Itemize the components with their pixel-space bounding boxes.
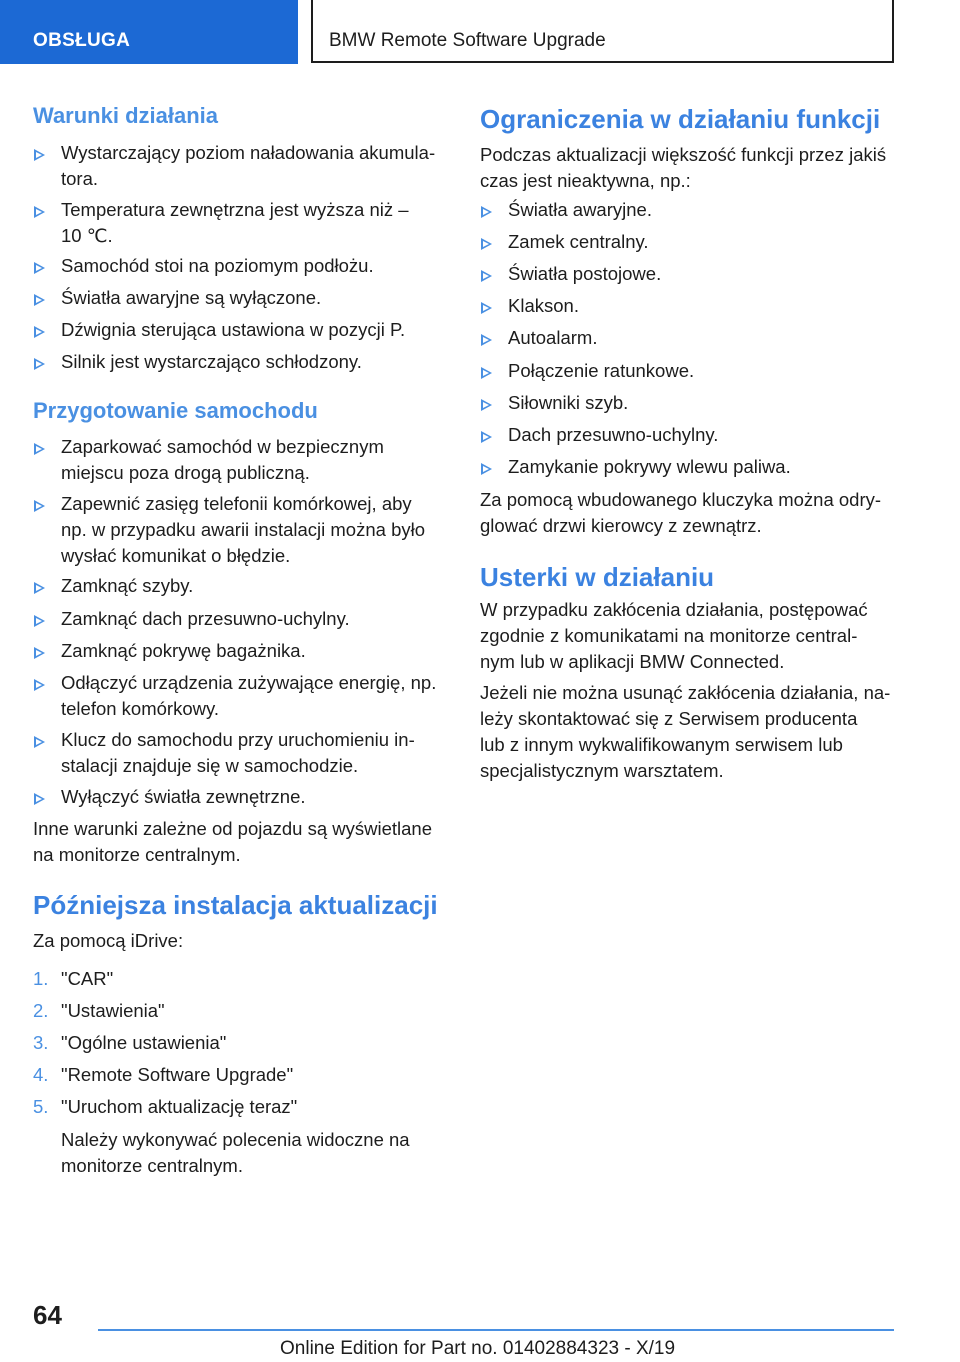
list-item: Zaparkować samochód w bezpiecznym miejscu poza drogą publiczną.	[33, 434, 441, 486]
step-item: 4. "Remote Software Upgrade"	[33, 1062, 433, 1088]
list-item: Silnik jest wystarczająco schłodzony.	[33, 349, 441, 375]
limits-heading: Ograniczenia w działaniu funkcji	[480, 104, 881, 134]
conditions-heading: Warunki działania	[33, 103, 219, 128]
triangle-bullet-icon	[34, 793, 45, 805]
triangle-bullet-icon	[34, 443, 45, 455]
triangle-bullet-icon	[481, 334, 492, 346]
list-item: Dźwignia sterująca ustawiona w pozycji P.	[33, 317, 441, 343]
triangle-bullet-icon	[481, 431, 492, 443]
triangle-bullet-icon	[481, 238, 492, 250]
step-number: 4.	[33, 1064, 49, 1085]
list-item: Zapewnić zasięg telefonii komórkowej, aby np. w przypadku awarii instalacji można było wysłać komunikat o błędzie.	[33, 491, 441, 569]
list-item: Wyłączyć światła zewnętrzne.	[33, 784, 441, 810]
page-header-title: BMW Remote Software Upgrade	[329, 30, 606, 51]
footer-rule	[98, 1329, 894, 1331]
faults-paragraph-1: W przypadku zakłócenia działania, postępować zgodnie z komunikatami na monitorze central- nym lub w aplikacji BMW Connected.	[480, 599, 868, 672]
list-item: Światła awaryjne są wyłączone.	[33, 285, 441, 311]
section-label: OBSŁUGA	[33, 30, 131, 51]
triangle-bullet-icon	[481, 206, 492, 218]
triangle-bullet-icon	[34, 615, 45, 627]
step-item: 3. "Ogólne ustawienia"	[33, 1030, 433, 1056]
step-number: 2.	[33, 1000, 49, 1021]
triangle-bullet-icon	[34, 736, 45, 748]
list-item: Połączenie ratunkowe.	[480, 358, 890, 384]
footer-edition: Online Edition for Part no. 01402884323 - X/19	[280, 1338, 676, 1359]
step-item: 5. "Uruchom aktualizację teraz"	[33, 1094, 433, 1120]
triangle-bullet-icon	[34, 326, 45, 338]
triangle-bullet-icon	[481, 270, 492, 282]
triangle-bullet-icon	[34, 500, 45, 512]
section-tab	[0, 0, 298, 64]
triangle-bullet-icon	[34, 294, 45, 306]
step-number: 3.	[33, 1032, 49, 1053]
later-install-intro: Za pomocą iDrive:	[33, 930, 184, 951]
list-item: Siłowniki szyb.	[480, 390, 890, 416]
faults-heading: Usterki w działaniu	[480, 562, 715, 592]
triangle-bullet-icon	[34, 358, 45, 370]
step-item: 2. "Ustawienia"	[33, 998, 433, 1024]
later-install-outro: Należy wykonywać polecenia widoczne na monitorze centralnym.	[61, 1129, 410, 1176]
list-item: Samochód stoi na poziomym podłożu.	[33, 253, 441, 279]
list-item: Światła postojowe.	[480, 261, 890, 287]
step-item: 1. "CAR"	[33, 966, 433, 992]
list-item: Wystarczający poziom naładowania akumula- tora.	[33, 140, 441, 192]
triangle-bullet-icon	[481, 302, 492, 314]
step-number: 1.	[33, 968, 49, 989]
list-item: Zamknąć pokrywę bagażnika.	[33, 638, 441, 664]
list-item: Odłączyć urządzenia zużywające energię, np. telefon komórkowy.	[33, 670, 441, 722]
preparation-note: Inne warunki zależne od pojazdu są wyświetlane na monitorze centralnym.	[33, 818, 433, 865]
later-install-heading: Późniejsza instalacja aktualizacji	[33, 890, 438, 920]
triangle-bullet-icon	[34, 679, 45, 691]
list-item: Zamykanie pokrywy wlewu paliwa.	[480, 454, 890, 480]
triangle-bullet-icon	[34, 149, 45, 161]
page-number: 64	[33, 1300, 62, 1330]
triangle-bullet-icon	[34, 262, 45, 274]
limits-intro: Podczas aktualizacji większość funkcji przez jakiś czas jest nieaktywna, np.:	[480, 144, 887, 191]
list-item: Autoalarm.	[480, 325, 890, 351]
list-item: Dach przesuwno-uchylny.	[480, 422, 890, 448]
triangle-bullet-icon	[34, 647, 45, 659]
list-item: Klakson.	[480, 293, 890, 319]
faults-paragraph-2: Jeżeli nie można usunąć zakłócenia działania, na- leży skontaktować się z Serwisem producenta lub z innym wykwalifikowanym serwisem lub specjalistycznym warsztatem.	[480, 682, 891, 781]
step-number: 5.	[33, 1096, 49, 1117]
list-item: Klucz do samochodu przy uruchomieniu in- stalacji znajduje się w samochodzie.	[33, 727, 441, 779]
preparation-heading: Przygotowanie samochodu	[33, 398, 318, 423]
list-item: Zamek centralny.	[480, 229, 890, 255]
list-item: Temperatura zewnętrzna jest wyższa niż – 10 ℃.	[33, 197, 441, 249]
page-header	[311, 0, 894, 63]
triangle-bullet-icon	[34, 206, 45, 218]
list-item: Zamknąć szyby.	[33, 573, 441, 599]
triangle-bullet-icon	[481, 399, 492, 411]
list-item: Światła awaryjne.	[480, 197, 890, 223]
limits-note: Za pomocą wbudowanego kluczyka można odry- glować drzwi kierowcy z zewnątrz.	[480, 489, 882, 536]
list-item: Zamknąć dach przesuwno-uchylny.	[33, 606, 441, 632]
triangle-bullet-icon	[481, 367, 492, 379]
triangle-bullet-icon	[481, 463, 492, 475]
triangle-bullet-icon	[34, 582, 45, 594]
